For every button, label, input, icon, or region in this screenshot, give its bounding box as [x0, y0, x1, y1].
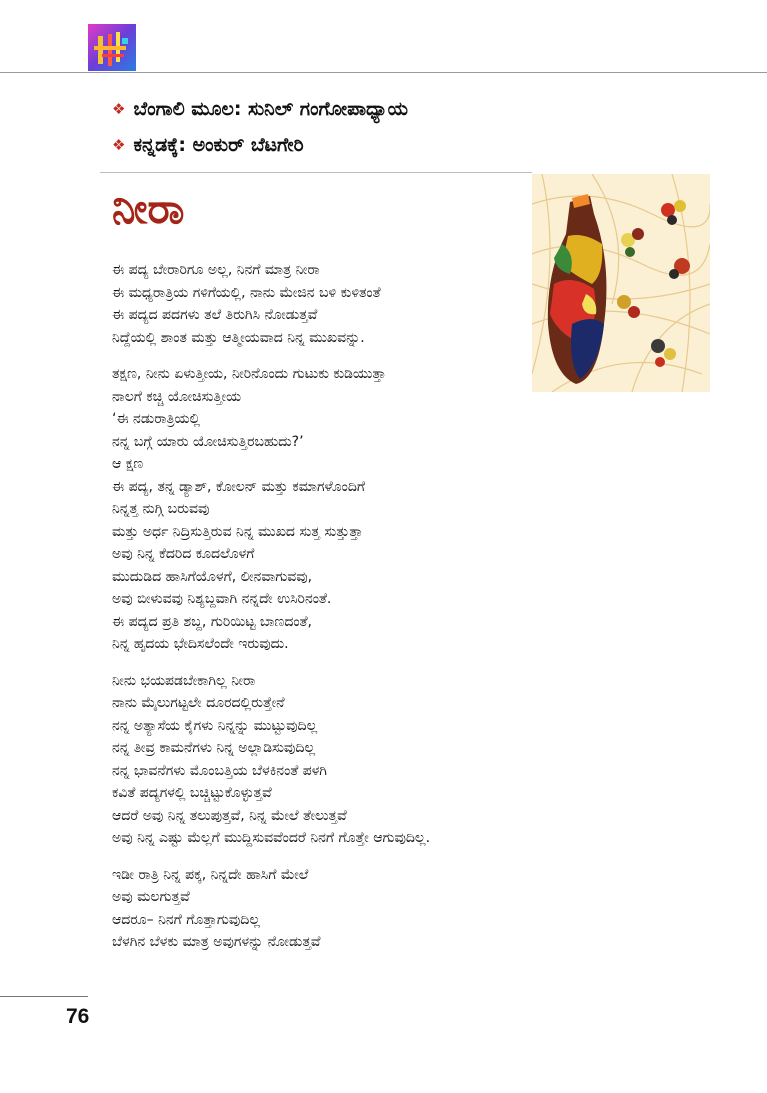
header-rule — [0, 72, 767, 73]
poem-line: ನೀನು ಭಯಪಡಬೇಕಾಗಿಲ್ಲ ನೀರಾ — [112, 672, 256, 689]
poem-line: ನಾಲಗೆ ಕಚ್ಚಿ ಯೋಚಿಸುತ್ತೀಯ — [112, 388, 242, 405]
poem-line: ನನ್ನ ತೀವ್ರ ಕಾಮನೆಗಳು ನಿನ್ನ ಅಲ್ಲಾಡಿಸುವುದಿಲ್ಲ — [112, 740, 316, 756]
credit-translator — [112, 134, 304, 156]
diamond-bullet-icon: ❖ — [112, 100, 126, 118]
title-rule — [100, 172, 532, 173]
credit-text: ಕನ್ನಡಕ್ಕೆ: ಅಂಕುರ್ ಬೆಟಗೇರಿ — [133, 134, 304, 156]
poem-line: ನನ್ನ ಭಾವನೆಗಳು ಮೊಂಬತ್ತಿಯ ಬೆಳಕಿನಂತೆ ಪಳಗಿ — [112, 762, 327, 779]
magazine-logo-icon — [88, 24, 136, 71]
poem-stanza — [112, 864, 672, 954]
poem-line: ಆದರೆ ಅವು ನಿನ್ನ ತಲುಪುತ್ತವೆ, ನಿನ್ನ ಮೇಲೆ ತೇಲುತ್ತವೆ — [112, 807, 347, 824]
poem-line: ‘ಈ ನಡುರಾತ್ರಿಯಲ್ಲಿ — [112, 411, 201, 427]
poem-line: ಈ ಪದ್ಯ, ತನ್ನ ಡ್ಯಾಶ್, ಕೋಲನ್ ಮತ್ತು ಕಮಾಗಳೊಂದಿಗೆ — [112, 478, 365, 495]
poem-line: ನನ್ನ ಅತ್ಯಾಸೆಯ ಕೈಗಳು ನಿನ್ನನ್ನು ಮುಟ್ಟುವುದಿಲ್ಲ — [112, 717, 318, 734]
poem-line: ಆದರೂ– ನಿನಗೆ ಗೊತ್ತಾಗುವುದಿಲ್ಲ — [112, 911, 261, 928]
poem-line: ಆ ಕ್ಷಣ — [112, 456, 144, 472]
poem-body — [112, 259, 672, 968]
poem-line: ಬೆಳಗಿನ ಬೆಳಕು ಮಾತ್ರ ಅವುಗಳನ್ನು ನೋಡುತ್ತವೆ — [112, 934, 321, 950]
poem-line: ಅವು ನಿನ್ನ ಕೆದರಿದ ಕೂದಲೊಳಗೆ — [112, 546, 255, 562]
poem-line: ನನ್ನ ಬಗ್ಗೆ ಯಾರು ಯೋಚಿಸುತ್ತಿರಬಹುದು?’ — [112, 433, 304, 450]
page-number: 76 — [66, 1005, 90, 1028]
poem-line: ಅವು ನಿನ್ನ ಎಷ್ಟು ಮೆಲ್ಲಗೆ ಮುದ್ದಿಸುವವೆಂದರೆ ನಿನಗೆ ಗೊತ್ತೇ ಆಗುವುದಿಲ್ಲ. — [112, 830, 431, 846]
poem-line: ಈ ಮಧ್ಯರಾತ್ರಿಯ ಗಳಿಗೆಯಲ್ಲಿ, ನಾನು ಮೇಜಿನ ಬಳಿ ಕುಳಿತಂತೆ — [112, 284, 381, 301]
poem-line: ನಿನ್ನತ್ತ ನುಗ್ಗಿ ಬರುವವು — [112, 501, 210, 517]
poem-line: ಈ ಪದ್ಯದ ಪದಗಳು ತಲೆ ತಿರುಗಿಸಿ ನೋಡುತ್ತವೆ — [112, 307, 318, 323]
diamond-bullet-icon: ❖ — [112, 136, 126, 154]
poem-title: ನೀರಾ — [112, 184, 185, 233]
poem-line: ನಿನ್ನ ಹೃದಯ ಭೇದಿಸಲೆಂದೇ ಇರುವುದು. — [112, 636, 289, 652]
poem-stanza — [112, 259, 672, 349]
poem-line: ಈ ಪದ್ಯ ಬೇರಾರಿಗೂ ಅಲ್ಲ, ನಿನಗೆ ಮಾತ್ರ ನೀರಾ — [112, 262, 320, 278]
poem-line: ತಕ್ಷಣ, ನೀನು ಏಳುತ್ತೀಯ, ನೀರಿನೊಂದು ಗುಟುಕು ಕುಡಿಯುತ್ತಾ — [112, 366, 386, 382]
poem-line: ಅವು ಬೀಳುವವು ನಿಶ್ಯಬ್ದವಾಗಿ ನನ್ನದೇ ಉಸಿರಿನಂತೆ. — [112, 591, 332, 607]
poem-line: ಮತ್ತು ಅರ್ಧ ನಿದ್ರಿಸುತ್ತಿರುವ ನಿನ್ನ ಮುಖದ ಸುತ್ತ ಸುತ್ತುತ್ತಾ — [112, 523, 363, 540]
poem-line: ಈ ಪದ್ಯದ ಪ್ರತಿ ಶಬ್ದ, ಗುರಿಯಿಟ್ಟ ಬಾಣದಂತೆ, — [112, 613, 312, 630]
poem-line: ಇಡೀ ರಾತ್ರಿ ನಿನ್ನ ಪಕ್ಕ, ನಿನ್ನದೇ ಹಾಸಿಗೆ ಮೇಲೆ — [112, 866, 309, 883]
footer-rule — [0, 996, 88, 997]
poem-line: ಅವು ಮಲಗುತ್ತವೆ — [112, 889, 190, 905]
poem-line: ಕವಿತೆ ಪದ್ಯಗಳಲ್ಲಿ ಬಚ್ಚಿಟ್ಟುಕೊಳ್ಳುತ್ತವೆ — [112, 785, 272, 801]
poem-line: ನಾನು ಮೈಲುಗಟ್ಟಲೇ ದೂರದಲ್ಲಿರುತ್ತೇನೆ — [112, 695, 285, 711]
poem-line: ಮುದುಡಿದ ಹಾಸಿಗೆಯೊಳಗೆ, ಲೀನವಾಗುವವು, — [112, 568, 313, 585]
poem-stanza — [112, 363, 672, 656]
credit-original-author — [112, 98, 408, 120]
poem-line: ನಿದ್ದೆಯಲ್ಲಿ ಶಾಂತ ಮತ್ತು ಆತ್ಮೀಯವಾದ ನಿನ್ನ ಮುಖವನ್ನು. — [112, 329, 365, 346]
poem-stanza — [112, 670, 672, 850]
credit-text: ಬೆಂಗಾಲಿ ಮೂಲ: ಸುನಿಲ್ ಗಂಗೋಪಾಧ್ಯಾಯ — [133, 98, 408, 120]
